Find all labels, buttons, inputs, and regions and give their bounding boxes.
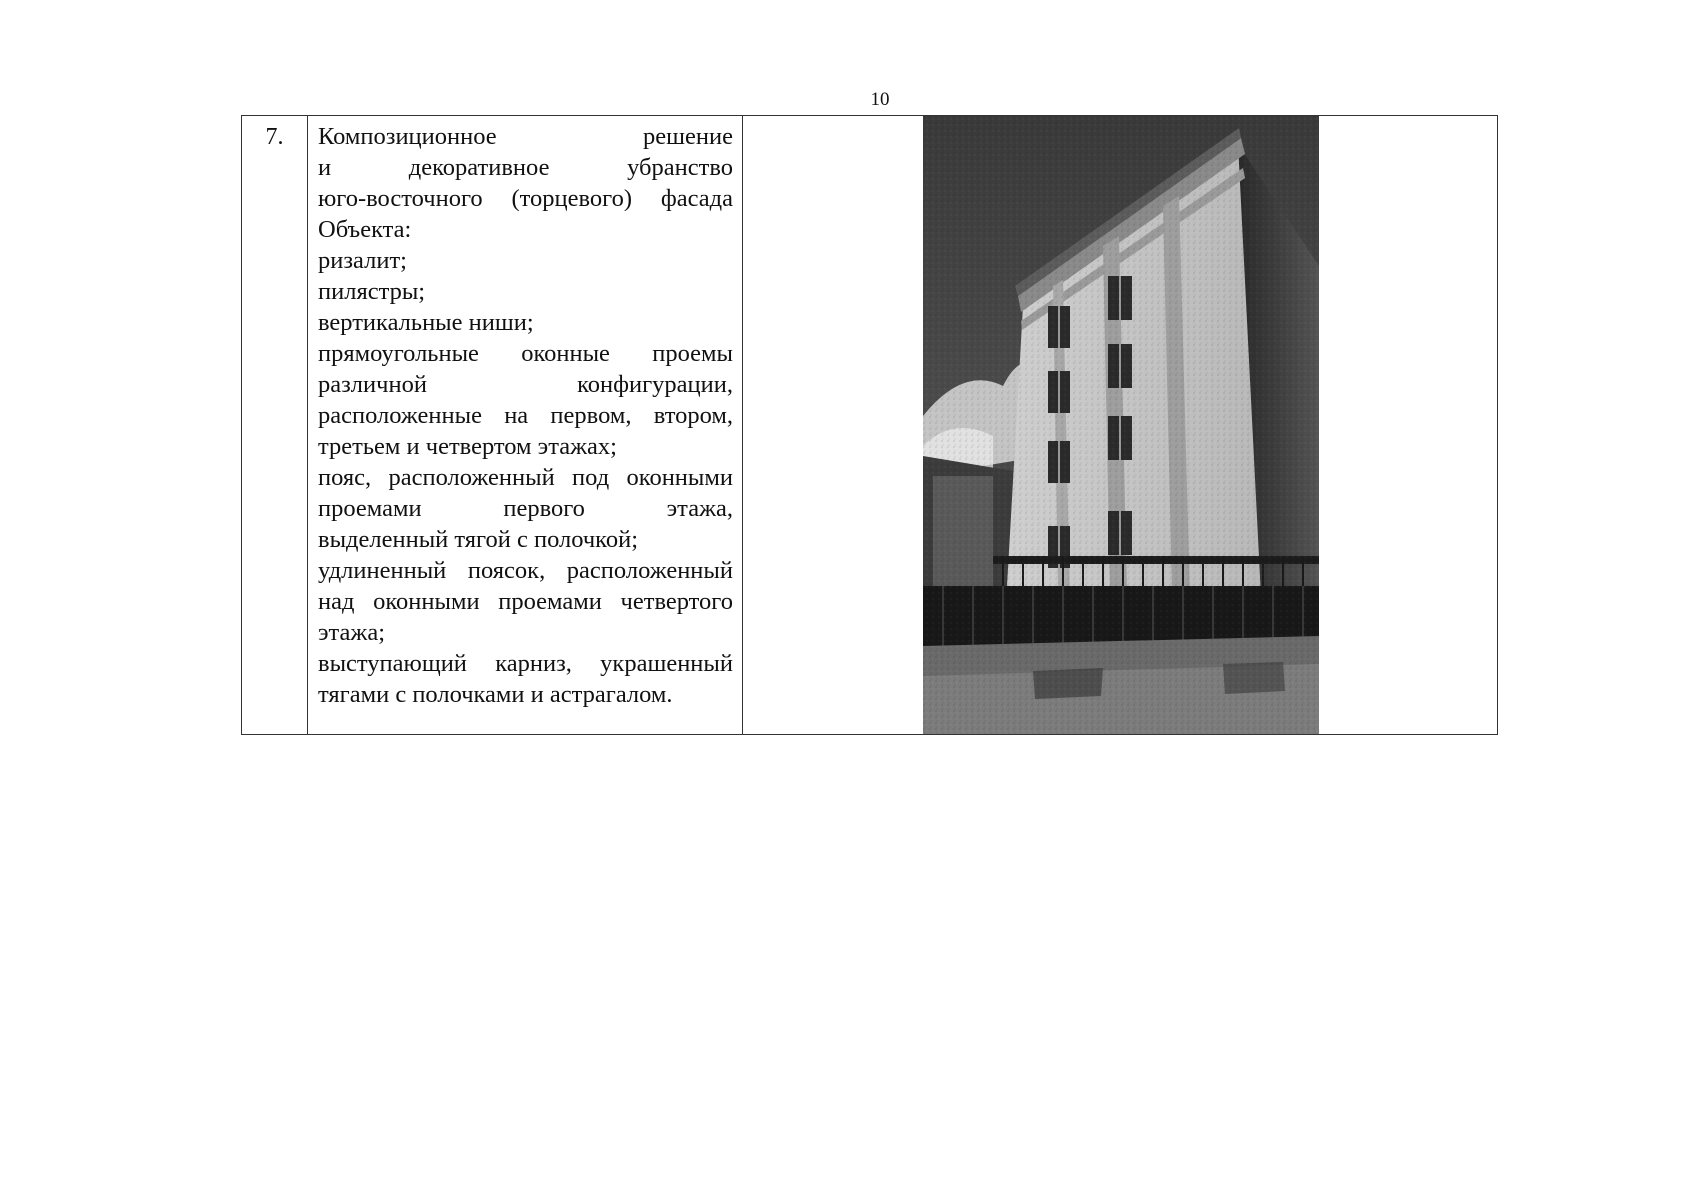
element-description	[308, 116, 743, 735]
description-line: различной конфигурации,	[318, 371, 733, 398]
description-line: прямоугольные оконные проемы	[318, 340, 733, 367]
description-text	[318, 121, 733, 710]
description-line: расположенные на первом, втором,	[318, 402, 733, 429]
description-line: Композиционное решение	[318, 123, 733, 150]
description-line: выделенный тягой с полочкой;	[318, 526, 638, 553]
description-line: и декоративное убранство	[318, 154, 733, 181]
description-line: над оконными проемами четвертого	[318, 588, 733, 615]
description-line: удлиненный поясок, расположенный	[318, 557, 733, 584]
photo-cell	[743, 116, 1498, 735]
description-line: третьем и четвертом этажах;	[318, 433, 617, 460]
description-line: Объекта:	[318, 216, 412, 243]
row-number: 7.	[242, 116, 308, 735]
building-facade-photo	[923, 116, 1319, 734]
description-line: пилястры;	[318, 278, 426, 305]
description-line: вертикальные ниши;	[318, 309, 534, 336]
description-line: этажа;	[318, 619, 386, 646]
description-line: пояс, расположенный под оконными	[318, 464, 733, 491]
description-line: юго-восточного (торцевого) фасада	[318, 185, 733, 212]
table-row	[242, 116, 1498, 735]
description-line: тягами с полочками и астрагалом.	[318, 681, 673, 708]
description-line: ризалит;	[318, 247, 407, 274]
description-line: проемами первого этажа,	[318, 495, 733, 522]
object-elements-table	[241, 115, 1498, 735]
description-line: выступающий карниз, украшенный	[318, 650, 733, 677]
page-number: 10	[870, 89, 890, 110]
